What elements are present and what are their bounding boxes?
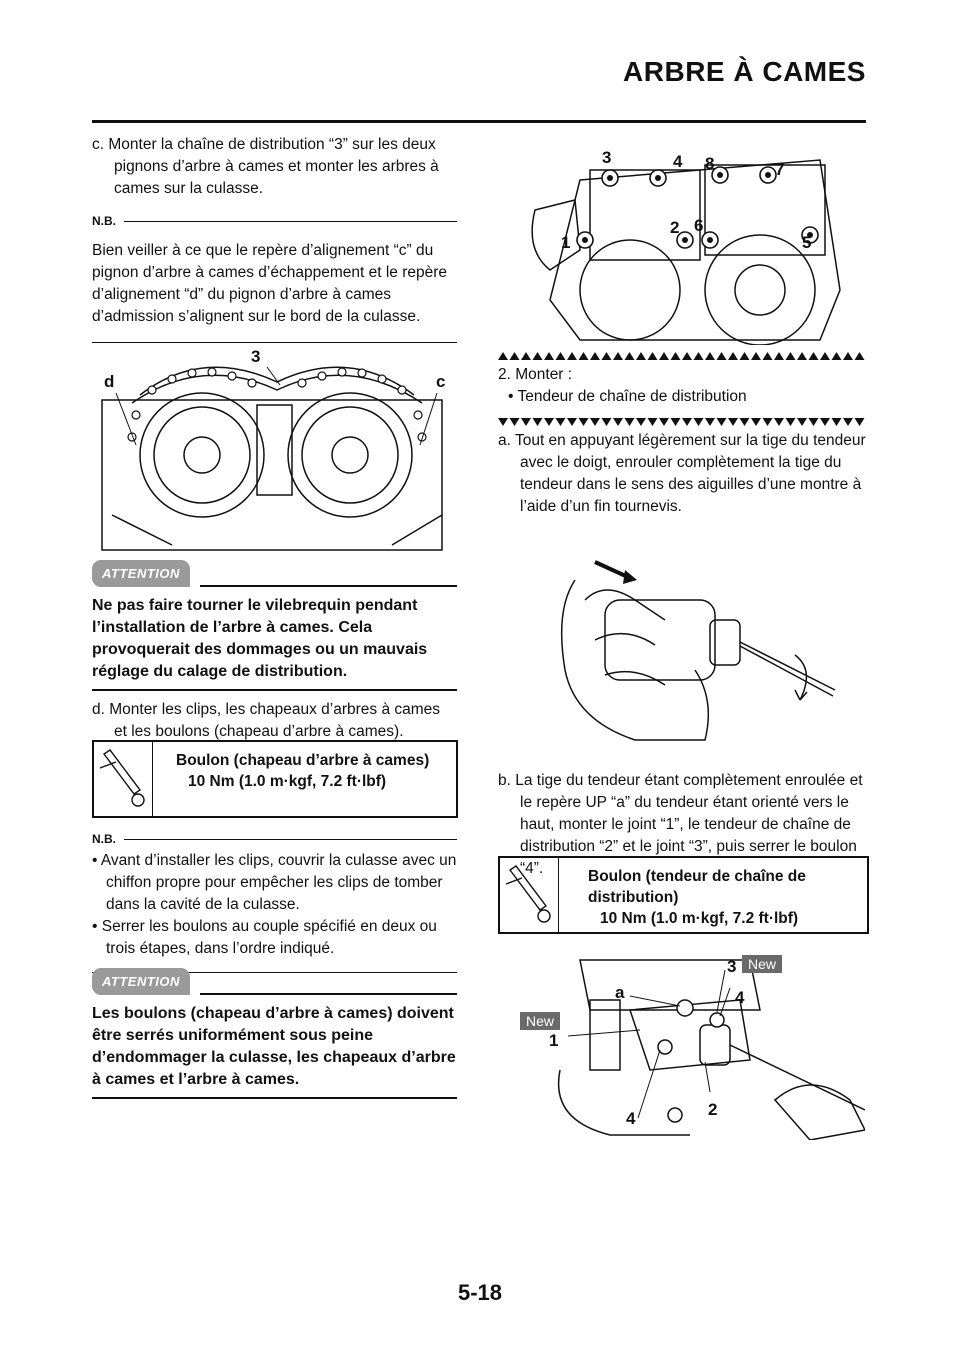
page-number: 5-18 xyxy=(457,1280,503,1305)
step-c: c. Monter la chaîne de distribution “3” sur les deux pignons d’arbre à cames et monter les arbres à cames sur la culasse. xyxy=(92,136,439,197)
step-b: b. La tige du tendeur étant complètement enroulée et le repère UP “a” du tendeur étant orienté vers le haut, monter le joint “1”, le tendeur de chaîne de distribution “2” et le joint “3”, puis serrer le boulon “4”. xyxy=(498,772,863,877)
nb2-bullet-2: • Serrer les boulons au couple spécifié en deux ou trois étapes, dans l’ordre indiqué. xyxy=(92,918,437,957)
attention-block-1 xyxy=(92,560,457,743)
new-badge-left: New xyxy=(520,1012,560,1030)
fig1-label-d: d xyxy=(104,372,115,391)
step-a: a. Tout en appuyant légèrement sur la tige du tendeur avec le doigt, enrouler complètement la tige du tendeur dans le sens des aiguilles d’une montre à l’aide d’un fin tournevis. xyxy=(498,432,866,515)
procedure-start-markers xyxy=(498,352,866,362)
new-badge-top: New xyxy=(742,955,782,973)
left-column xyxy=(92,134,457,343)
step-2: 2. Monter : xyxy=(498,366,573,383)
torque-title-1: Boulon (chapeau d’arbre à cames) xyxy=(176,752,430,769)
tensioner-install-figure xyxy=(520,950,865,1140)
attention-end-rule xyxy=(92,1097,457,1099)
fig2-label-4: 4 xyxy=(673,152,683,171)
fig2-label-5: 5 xyxy=(802,233,812,252)
nb-end-rule xyxy=(92,342,457,343)
torque-wrench-icon xyxy=(500,858,559,932)
fig2-label-2: 2 xyxy=(670,218,680,237)
tensioner-hand-figure xyxy=(545,550,845,745)
torque-value-2: 10 Nm (1.0 m·kgf, 7.2 ft·lbf) xyxy=(600,910,799,927)
nb-block-2 xyxy=(92,818,457,973)
torque-title-2: Boulon (tendeur de chaîne de distribution) xyxy=(588,868,806,906)
torque-spec-box-1 xyxy=(92,740,458,818)
fig4-label-a: a xyxy=(615,983,625,1002)
attention-end-rule xyxy=(92,689,457,691)
nb-label: N.B. xyxy=(92,214,116,228)
fig2-label-3: 3 xyxy=(602,148,612,167)
step-d: d. Monter les clips, les chapeaux d’arbres à cames et les boulons (chapeau d’arbre à cames). xyxy=(92,701,441,740)
page-title: ARBRE À CAMES xyxy=(623,56,866,87)
attention-badge: ATTENTION xyxy=(92,968,190,995)
procedure-sub-markers xyxy=(498,418,866,428)
camshaft-sprocket-figure xyxy=(92,345,462,555)
torque-wrench-icon xyxy=(94,742,153,816)
fig4-label-4-top: 4 xyxy=(735,988,745,1007)
fig2-label-7: 7 xyxy=(775,160,785,179)
nb-heading-1 xyxy=(92,210,457,232)
header-rule xyxy=(92,120,866,123)
fig2-label-8: 8 xyxy=(705,154,715,173)
attention-text-2: Les boulons (chapeau d’arbre à cames) doivent être serrés uniformément sous peine d’endommager la culasse, les chapeaux d’arbre à cames et l’arbre à cames. xyxy=(92,1005,456,1088)
fig1-label-c: c xyxy=(436,372,446,391)
attention-badge: ATTENTION xyxy=(92,560,190,587)
attention-block-2 xyxy=(92,968,457,1099)
fig2-label-1: 1 xyxy=(561,233,571,252)
fig4-label-1: 1 xyxy=(549,1031,559,1050)
nb-heading-2 xyxy=(92,828,457,850)
nb2-bullet-1: • Avant d’installer les clips, couvrir la culasse avec un chiffon propre pour empêcher les clips de tomber dans la cavité de la culasse. xyxy=(92,852,457,913)
fig4-label-3: 3 xyxy=(727,957,737,976)
step-2-item: • Tendeur de chaîne de distribution xyxy=(508,388,747,405)
attention-text-1: Ne pas faire tourner le vilebrequin pendant l’installation de l’arbre à cames. Cela provoquerait des dommages ou un mauvais réglage du calage de distribution. xyxy=(92,597,428,680)
torque-value-1: 10 Nm (1.0 m·kgf, 7.2 ft·lbf) xyxy=(188,773,387,790)
camshaft-cap-bolt-figure xyxy=(520,140,865,345)
step-a-block xyxy=(498,430,868,518)
fig1-label-3: 3 xyxy=(251,347,261,366)
fig4-label-4-bottom: 4 xyxy=(626,1109,636,1128)
torque-spec-box-2 xyxy=(498,856,869,934)
step-2-block xyxy=(498,364,866,408)
nb-text-1: Bien veiller à ce que le repère d’alignement “c” du pignon d’arbre à cames d’échappement et le repère d’alignement “d” du pignon d’arbre à cames d’admission s’alignent sur le bord de la culasse. xyxy=(92,242,448,325)
nb-label: N.B. xyxy=(92,832,116,846)
fig4-label-2: 2 xyxy=(708,1100,718,1119)
fig2-label-6: 6 xyxy=(694,216,704,235)
